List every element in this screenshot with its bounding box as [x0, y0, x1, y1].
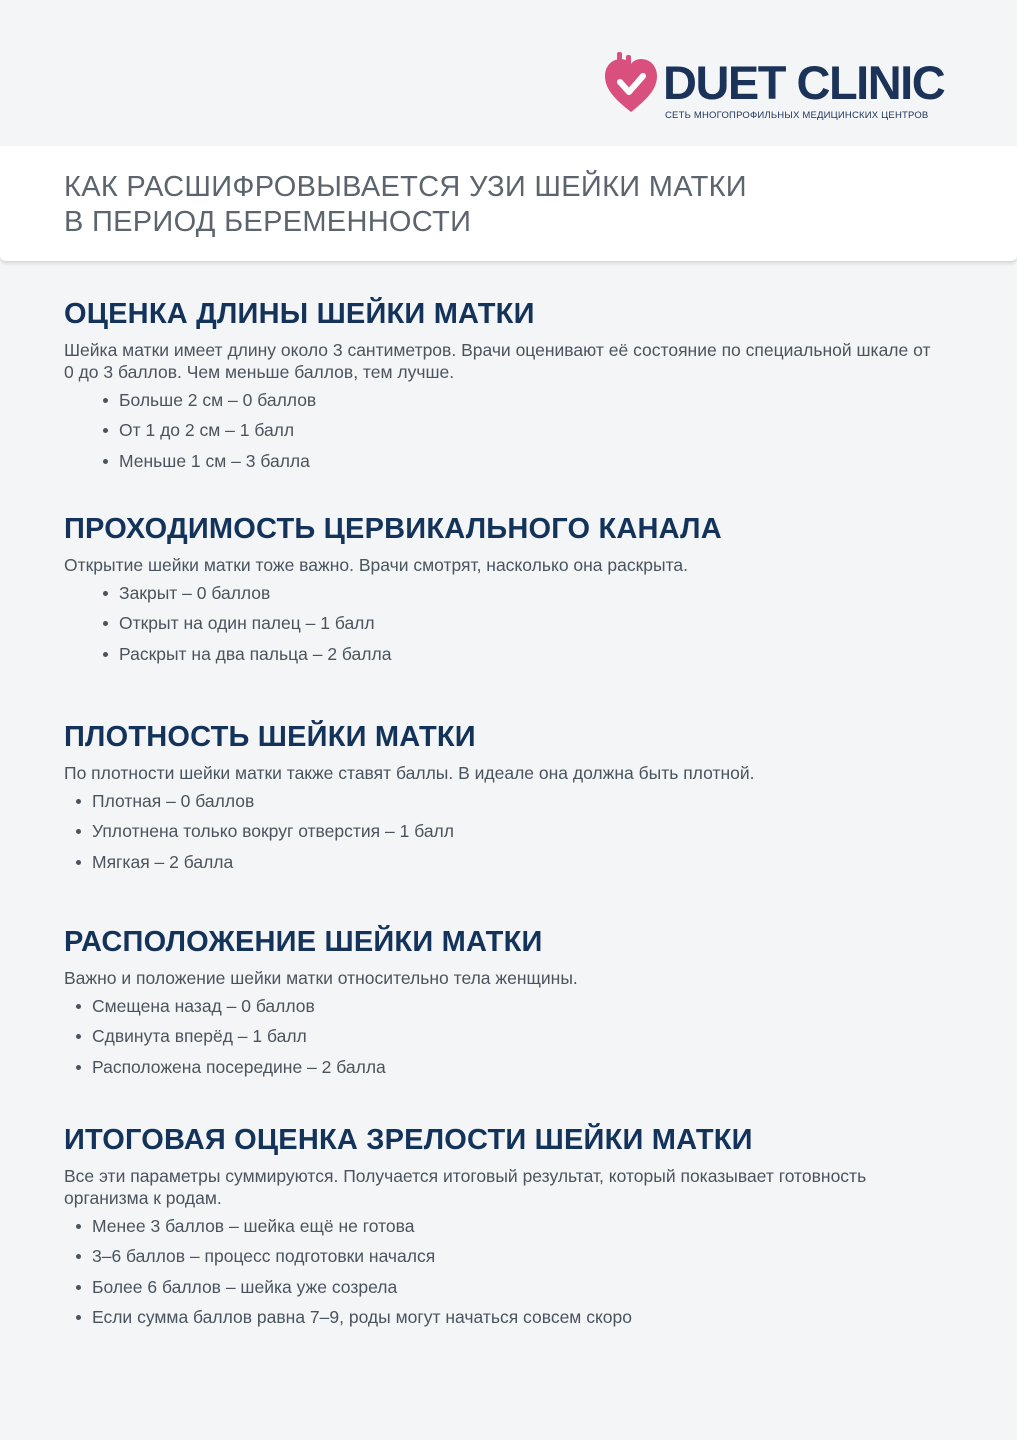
bullet-list [64, 790, 944, 873]
bullet-list [64, 1215, 944, 1328]
section-cervix-length [64, 297, 944, 480]
section-heading: ОЦЕНКА ДЛИНЫ ШЕЙКИ МАТКИ [64, 298, 535, 330]
section-text: Важно и положение шейки матки относительно тела женщины. [64, 968, 578, 988]
list-item: Сдвинута вперёд – 1 балл [92, 1025, 944, 1047]
section-text: Все эти параметры суммируются. Получается итоговый результат, который показывает готовность организма к родам. [64, 1166, 867, 1208]
list-item: Закрыт – 0 баллов [119, 582, 944, 604]
section-heading: РАСПОЛОЖЕНИЕ ШЕЙКИ МАТКИ [64, 926, 543, 958]
bullet-list [64, 582, 944, 665]
list-item: Мягкая – 2 балла [92, 851, 944, 873]
list-item: Менее 3 баллов – шейка ещё не готова [92, 1215, 944, 1237]
list-item: 3–6 баллов – процесс подготовки начался [92, 1245, 944, 1267]
list-item: Расположена посередине – 2 балла [92, 1056, 944, 1078]
bullet-list [64, 389, 944, 472]
page-title-line-1: КАК РАСШИФРОВЫВАЕТСЯ УЗИ ШЕЙКИ МАТКИ [64, 171, 747, 203]
page-title-line-2: В ПЕРИОД БЕРЕМЕННОСТИ [64, 206, 472, 238]
list-item: Открыт на один палец – 1 балл [119, 612, 944, 634]
logo-name: DUET CLINIC [663, 56, 945, 109]
section-cervix-density [64, 720, 944, 881]
list-item: Плотная – 0 баллов [92, 790, 944, 812]
section-cervix-position [64, 925, 944, 1086]
list-item: Более 6 баллов – шейка уже созрела [92, 1276, 944, 1298]
logo-tagline: СЕТЬ МНОГОПРОФИЛЬНЫХ МЕДИЦИНСКИХ ЦЕНТРОВ [665, 110, 929, 121]
section-heading: ПРОХОДИМОСТЬ ЦЕРВИКАЛЬНОГО КАНАЛА [64, 513, 722, 545]
section-text: Шейка матки имеет длину около 3 сантиметров. Врачи оценивают её состояние по специальной шкале от 0 до 3 баллов. Чем меньше баллов, тем лучше. [64, 340, 931, 382]
section-cervical-canal [64, 512, 944, 673]
section-heading: ПЛОТНОСТЬ ШЕЙКИ МАТКИ [64, 721, 476, 753]
heart-logo-icon [603, 52, 659, 114]
duet-clinic-logo[interactable] [603, 50, 953, 130]
list-item: От 1 до 2 см – 1 балл [119, 419, 944, 441]
section-text: Открытие шейки матки тоже важно. Врачи смотрят, насколько она раскрыта. [64, 555, 689, 575]
list-item: Если сумма баллов равна 7–9, роды могут начаться совсем скоро [92, 1306, 944, 1328]
list-item: Смещена назад – 0 баллов [92, 995, 944, 1017]
section-total-score [64, 1123, 944, 1337]
title-band [0, 146, 1017, 262]
list-item: Меньше 1 см – 3 балла [119, 450, 944, 472]
page-title [64, 170, 747, 240]
list-item: Больше 2 см – 0 баллов [119, 389, 944, 411]
section-heading: ИТОГОВАЯ ОЦЕНКА ЗРЕЛОСТИ ШЕЙКИ МАТКИ [64, 1124, 753, 1156]
section-text: По плотности шейки матки также ставят баллы. В идеале она должна быть плотной. [64, 763, 755, 783]
page-header [0, 0, 1017, 146]
list-item: Раскрыт на два пальца – 2 балла [119, 643, 944, 665]
bullet-list [64, 995, 944, 1078]
list-item: Уплотнена только вокруг отверстия – 1 балл [92, 820, 944, 842]
